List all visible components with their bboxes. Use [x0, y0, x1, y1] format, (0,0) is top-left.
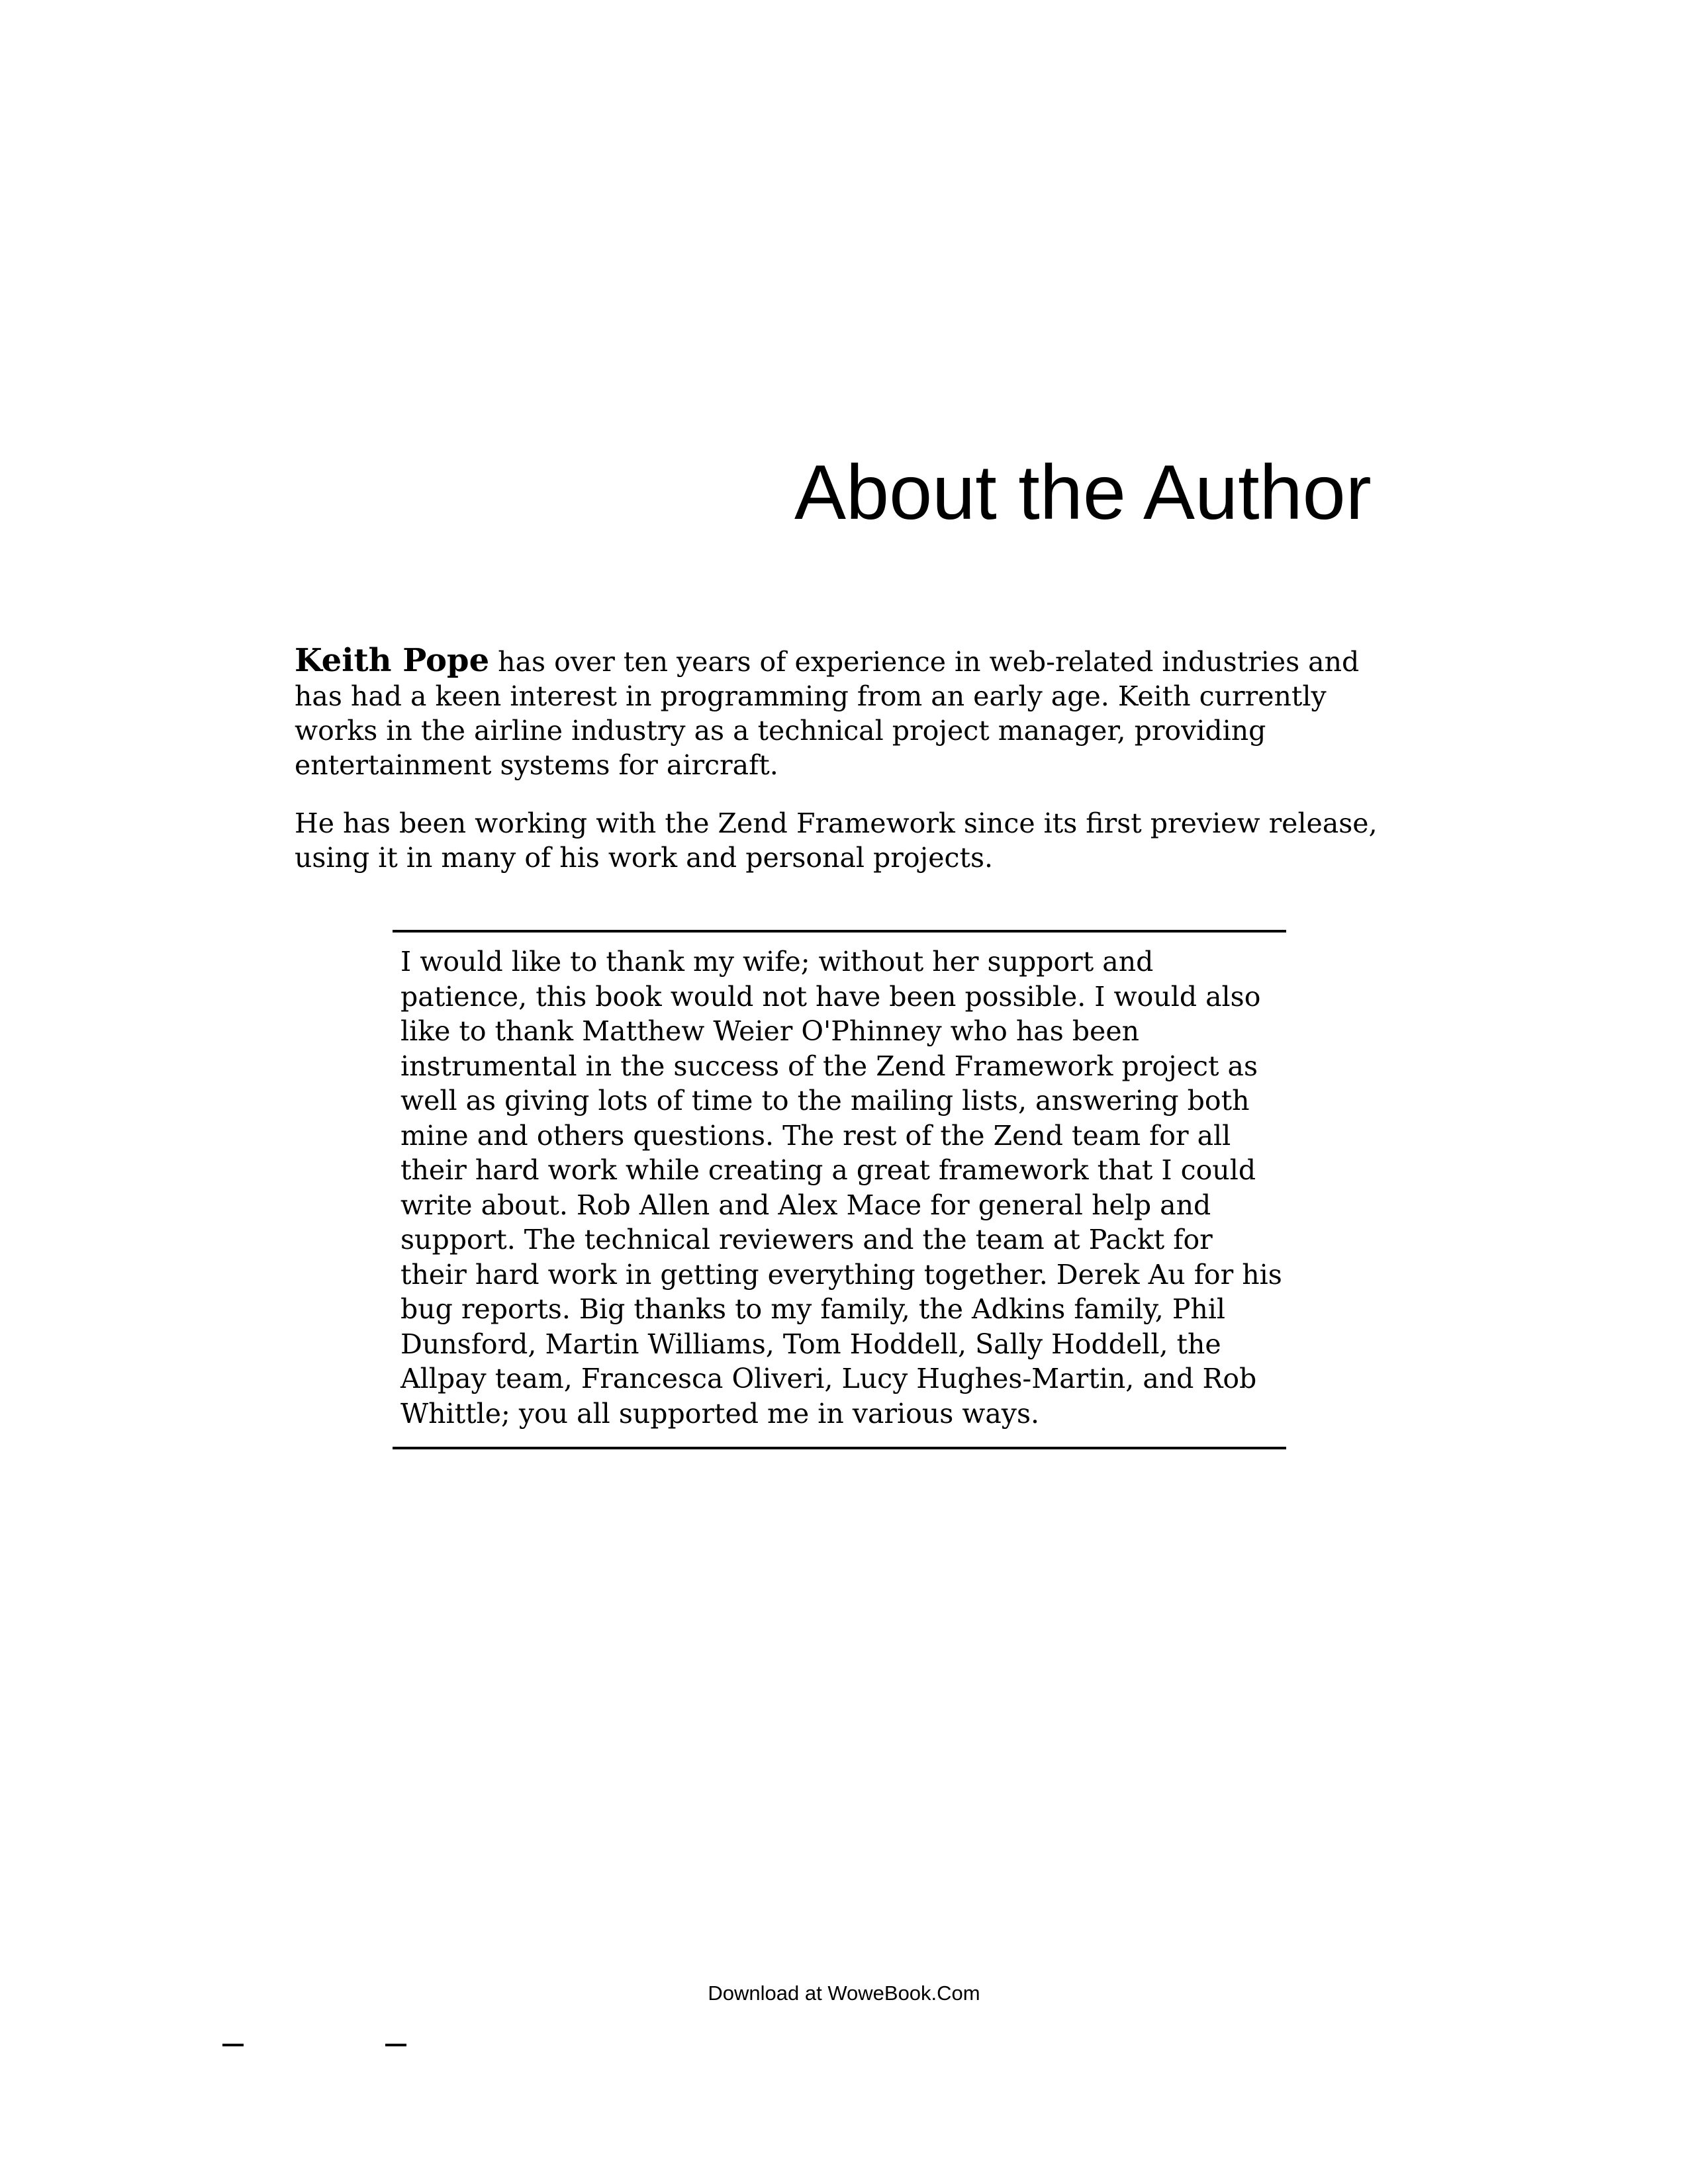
acknowledgements-text: I would like to thank my wife; without her support and patience, this book would not have been possible. I would also like to thank Matthew Weier O'Phinney who has been instrumental in the success of the Zend Framework project as well as giving lots of time to the mailing lists, answering both mine and others questions. The rest of the Zend team for all their hard work while creating a great framework that I could write about. Rob Allen and Alex Mace for general help and support. The technical reviewers and the team at Packt for their hard work in getting everything together. Derek Au for his bug reports. Big thanks to my family, the Adkins family, Phil Dunsford, Martin Williams, Tom Hoddell, Sally Hoddell, the Allpay team, Francesca Oliveri, Lucy Hughes-Martin, and Rob Whittle; you all supported me in various ways. — [400, 946, 1282, 1430]
bio-paragraph-1-text: has over ten years of experience in web-related industries and has had a keen interest in programming from an early age. Keith currently works in the airline industry as a technical project manager, providing entertainment systems for aircraft. — [295, 646, 1360, 781]
author-name: Keith Pope — [295, 642, 490, 679]
acknowledgements-box — [393, 930, 1286, 1449]
page-title: About the Author — [794, 449, 1372, 535]
bio-paragraph-1 — [295, 643, 1393, 782]
crop-mark-left — [222, 2044, 244, 2046]
download-footer: Download at WoweBook.Com — [708, 1981, 980, 2005]
crop-mark-right — [385, 2044, 406, 2046]
bio-paragraph-2: He has been working with the Zend Framework since its first preview release, using it in many of his work and personal projects. — [295, 807, 1378, 874]
author-bio — [295, 643, 1393, 875]
